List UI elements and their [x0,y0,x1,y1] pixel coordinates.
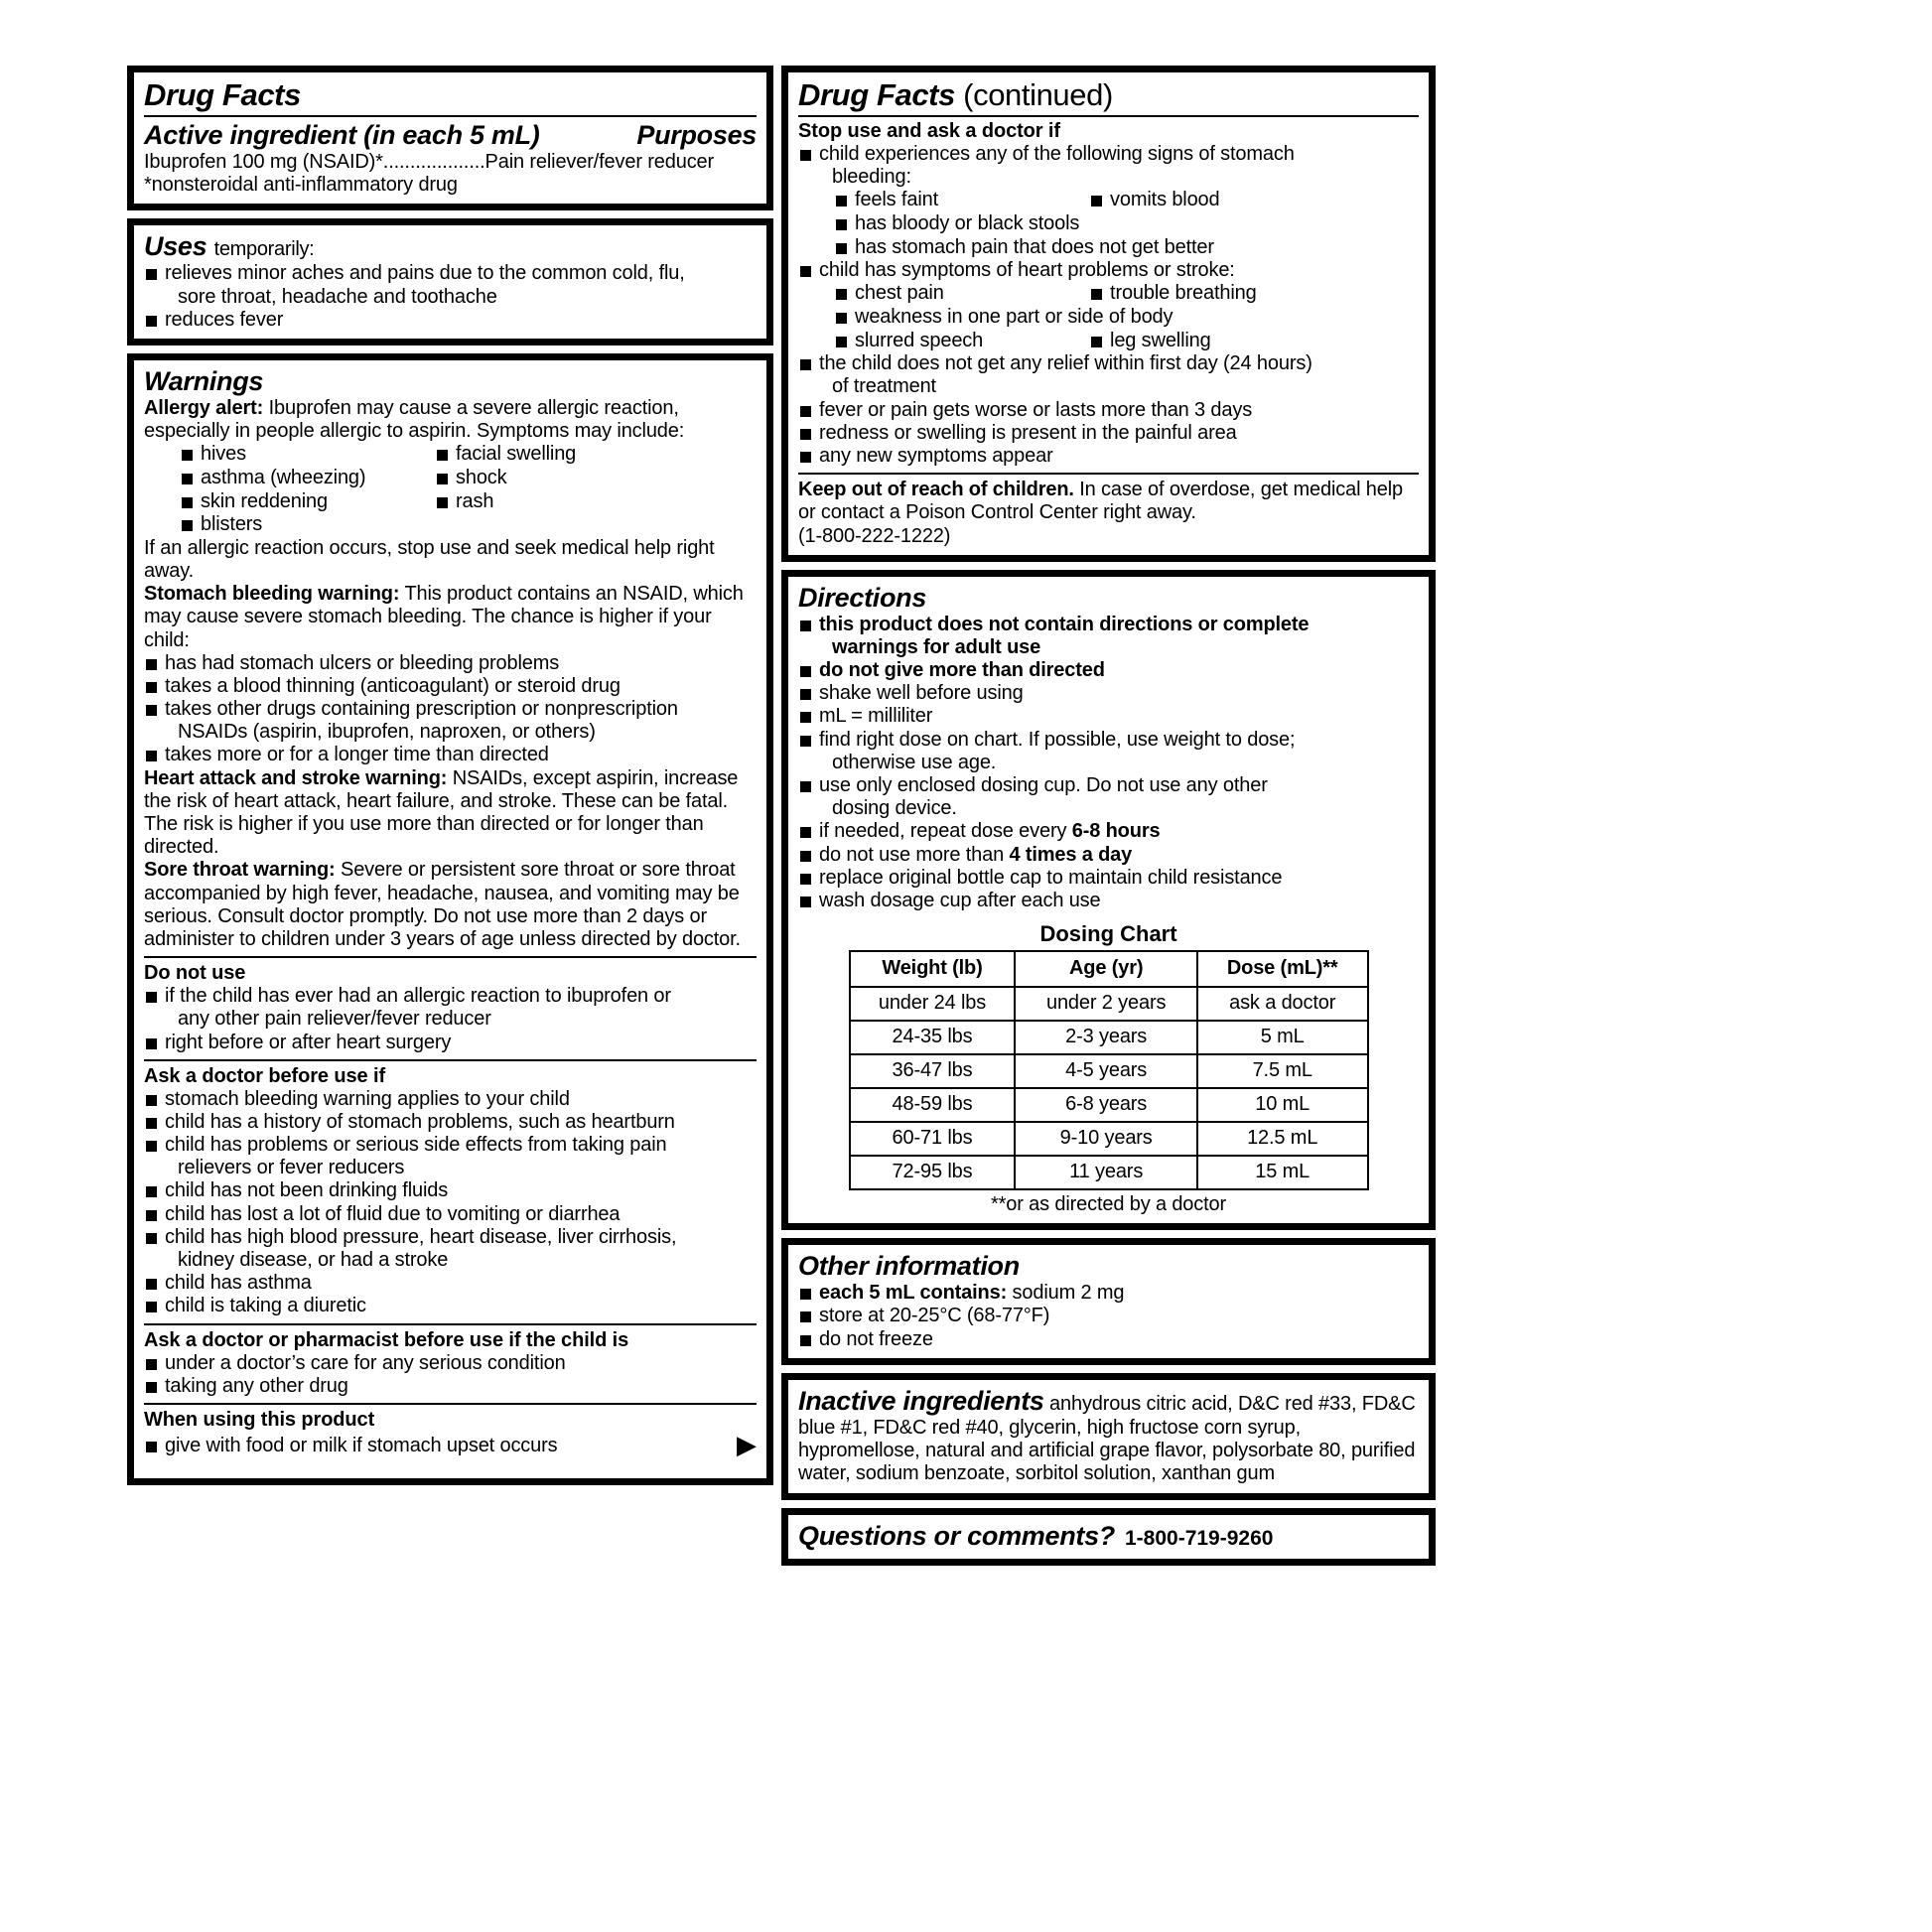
list-item: right before or after heart surgery [144,1032,757,1054]
cell-age: 4-5 years [1015,1054,1196,1088]
stop-use-list [798,143,1419,189]
stomach-signs-row [798,189,1419,212]
allergy-symptoms-row [144,490,757,514]
max-frequency-value: 4 times a day [1009,843,1133,866]
divider [798,473,1419,475]
questions-phone-number: 1-800-719-9260 [1125,1526,1274,1550]
list-item: taking any other drug [144,1375,757,1398]
list-item: child has a history of stomach problems, such as heartburn [144,1111,757,1134]
do-not-use-list [144,985,757,1054]
sore-throat-label: Sore throat warning: [144,859,336,882]
cell-dose: 10 mL [1197,1088,1368,1122]
column-header-weight: Weight (lb) [850,951,1016,987]
allergy-symptoms-row [144,443,757,467]
dosing-chart-table [849,950,1369,1190]
list-item: child has problems or serious side effects from taking pain [144,1134,757,1157]
other-information-heading: Other information [798,1251,1020,1282]
stomach-bleeding-label: Stomach bleeding warning: [144,583,400,606]
list-item: leg swelling [1089,330,1211,353]
divider [144,1403,757,1405]
list-item: hives [180,443,435,467]
active-ingredient-heading: Active ingredient (in each 5 mL) [144,120,540,151]
heart-signs-row [798,306,1419,330]
list-item [798,844,1419,867]
uses-subheading: temporarily: [213,238,315,261]
list-item-continuation: warnings for adult use [832,635,1041,658]
list-item-continuation: relievers or fever reducers [178,1157,405,1179]
stop-use-heading: Stop use and ask a doctor if [798,120,1060,143]
poison-control-phone: (1-800-222-1222) [798,524,951,547]
panel-uses [127,218,773,345]
cell-dose: 15 mL [1197,1156,1368,1189]
list-item: store at 20-25°C (68-77°F) [798,1305,1419,1327]
repeat-dose-interval: 6-8 hours [1071,820,1161,843]
list-item: child has symptoms of heart problems or stroke: [798,259,1419,282]
cell-weight: 24-35 lbs [850,1021,1016,1054]
left-column [127,66,773,1485]
list-item: under a doctor’s care for any serious condition [144,1352,757,1375]
allergy-symptoms-row [144,513,757,537]
ask-doctor-heading: Ask a doctor before use if [144,1064,386,1087]
table-row [850,1021,1368,1054]
list-item: has bloody or black stools [834,212,1419,236]
page-title-continued [798,78,1419,112]
sodium-value: sodium 2 mg [1012,1282,1125,1305]
list-item: wash dosage cup after each use [798,890,1419,912]
list-item-continuation: sore throat, headache and toothache [178,285,497,308]
list-item: this product does not contain directions or complete [798,614,1419,636]
panel-directions [781,570,1436,1230]
list-item: trouble breathing [1089,282,1257,306]
drug-facts-label [127,66,1436,1551]
keep-out-of-reach-label: Keep out of reach of children. [798,479,1074,501]
cell-dose: 5 mL [1197,1021,1368,1054]
continuation-arrow-icon: ▶ [737,1429,758,1459]
list-item: weakness in one part or side of body [834,306,1419,330]
list-item: has had stomach ulcers or bleeding problems [144,652,757,675]
list-item: give with food or milk if stomach upset occurs [144,1435,737,1457]
divider [144,1323,757,1325]
heart-problems-intro [798,259,1419,282]
list-item: takes a blood thinning (anticoagulant) or steroid drug [144,675,757,698]
list-item-continuation: dosing device. [832,797,957,820]
directions-list [798,614,1419,912]
list-item: feels faint [834,189,1089,212]
list-item: slurred speech [834,330,1089,353]
inactive-ingredients-text: anhydrous citric acid, D&C red #33, FD&C blue #1, FD&C red #40, glycerin, high fructose corn syrup, hypromellose, natural and artificial grape flavor, polysorbate 80, purified water, sodium benzoate, sorbitol solution, xanthan gum [798,1392,1416,1485]
divider [144,1059,757,1061]
sodium-label: each 5 mL contains: [819,1282,1008,1305]
stop-use-list-rest [798,352,1419,468]
panel-questions [781,1508,1436,1566]
list-item: do not freeze [798,1328,1419,1351]
list-item: takes other drugs containing prescription or nonprescription [144,698,757,721]
list-item: asthma (wheezing) [180,467,435,490]
divider [798,115,1419,117]
list-item: child experiences any of the following signs of stomach [798,143,1419,166]
list-item: the child does not get any relief within first day (24 hours) [798,352,1419,375]
questions-heading: Questions or comments? [798,1520,1115,1551]
heart-signs-row [798,282,1419,306]
keep-out-of-reach-paragraph [798,479,1419,524]
cell-weight: under 24 lbs [850,987,1016,1021]
list-item: replace original bottle cap to maintain child resistance [798,867,1419,890]
cell-weight: 60-71 lbs [850,1122,1016,1156]
inactive-ingredients-block [798,1386,1419,1486]
allergy-alert-label: Allergy alert: [144,397,264,420]
cell-age: 11 years [1015,1156,1196,1189]
sore-throat-paragraph [144,859,757,951]
list-item-continuation: kidney disease, or had a stroke [178,1249,449,1272]
column-header-age: Age (yr) [1015,951,1196,987]
stomach-bleeding-paragraph [144,583,757,652]
allergy-alert-paragraph [144,397,757,443]
list-item: find right dose on chart. If possible, use weight to dose; [798,729,1419,752]
stomach-bleeding-list [144,652,757,767]
directions-heading: Directions [798,582,927,613]
allergy-alert-text: Ibuprofen may cause a severe allergic reaction, especially in people allergic to aspirin. Symptoms may include: [144,397,685,443]
list-item: fever or pain gets worse or lasts more than 3 days [798,399,1419,422]
max-frequency-text: do not use more than [819,843,1010,866]
table-row [850,1122,1368,1156]
panel-inactive-ingredients [781,1373,1436,1500]
list-item-continuation: of treatment [832,375,936,398]
when-using-heading: When using this product [144,1408,375,1431]
stomach-signs-row [798,212,1419,236]
list-item: shake well before using [798,682,1419,705]
list-item-continuation: bleeding: [832,166,911,189]
repeat-dose-text: if needed, repeat dose every [819,820,1072,843]
cell-dose: 7.5 mL [1197,1054,1368,1088]
divider [144,956,757,958]
list-item: skin reddening [180,490,435,514]
active-ingredient-line: Ibuprofen 100 mg (NSAID)*...................Pain reliever/fever reducer [144,151,715,174]
page-title-continued-suffix: (continued) [963,77,1113,112]
cell-weight: 48-59 lbs [850,1088,1016,1122]
cell-age: 2-3 years [1015,1021,1196,1054]
list-item: do not give more than directed [798,659,1419,682]
uses-heading [144,231,757,262]
panel-active-ingredient [127,66,773,210]
panel-stop-use [781,66,1436,562]
list-item: child has high blood pressure, heart disease, liver cirrhosis, [144,1226,757,1249]
page-title: Drug Facts [144,77,301,112]
page-title-continued-label: Drug Facts [798,77,955,112]
list-item: blisters [180,513,435,537]
list-item: mL = milliliter [798,705,1419,728]
list-item: use only enclosed dosing cup. Do not use any other [798,774,1419,797]
panel-other-information [781,1238,1436,1365]
uses-heading-label: Uses [144,231,207,262]
list-item: child has asthma [144,1272,757,1295]
ask-doctor-list [144,1088,757,1318]
list-item: facial swelling [435,443,576,467]
list-item: relieves minor aches and pains due to the common cold, flu, [144,262,757,285]
table-header-row [850,951,1368,987]
allergy-closing-text: If an allergic reaction occurs, stop use and seek medical help right away. [144,536,715,582]
list-item: vomits blood [1089,189,1219,212]
dosing-chart-footnote: **or as directed by a doctor [990,1193,1227,1216]
list-item [798,1282,1419,1305]
list-item: child has not been drinking fluids [144,1179,757,1202]
keep-out-of-reach-text: In case of overdose, get medical help or contact a Poison Control Center right away. [798,479,1403,524]
right-column [781,66,1436,1551]
uses-list [144,262,757,332]
panel-warnings [127,353,773,1485]
list-item: child is taking a diuretic [144,1295,757,1317]
heart-signs-row [798,330,1419,353]
list-item-continuation: any other pain reliever/fever reducer [178,1008,491,1031]
column-header-dose: Dose (mL)** [1197,951,1368,987]
other-information-list [798,1282,1419,1351]
warnings-heading: Warnings [144,366,264,397]
cell-age: 6-8 years [1015,1088,1196,1122]
cell-weight: 72-95 lbs [850,1156,1016,1189]
table-row [850,987,1368,1021]
do-not-use-heading: Do not use [144,962,246,985]
list-item: child has lost a lot of fluid due to vomiting or diarrhea [144,1203,757,1226]
ask-pharmacist-list [144,1352,757,1398]
cell-age: 9-10 years [1015,1122,1196,1156]
stomach-signs-row [798,236,1419,260]
cell-age: under 2 years [1015,987,1196,1021]
inactive-ingredients-heading: Inactive ingredients [798,1385,1044,1416]
cell-weight: 36-47 lbs [850,1054,1016,1088]
table-row [850,1088,1368,1122]
list-item-continuation: NSAIDs (aspirin, ibuprofen, naproxen, or others) [178,721,596,744]
cell-dose: 12.5 mL [1197,1122,1368,1156]
stomach-bleeding-text: This product contains an NSAID, which may cause severe stomach bleeding. The chance is higher if your child: [144,583,744,651]
divider [144,115,757,117]
when-using-list [144,1435,737,1457]
table-row [850,1054,1368,1088]
list-item: rash [435,490,493,514]
list-item: chest pain [834,282,1089,306]
list-item: stomach bleeding warning applies to your child [144,1088,757,1111]
list-item: if the child has ever had an allergic reaction to ibuprofen or [144,985,757,1008]
list-item-continuation: otherwise use age. [832,751,997,773]
list-item: takes more or for a longer time than directed [144,744,757,766]
list-item: redness or swelling is present in the painful area [798,422,1419,445]
dosing-chart-title: Dosing Chart [1039,921,1177,947]
active-ingredient-footnote: *nonsteroidal anti-inflammatory drug [144,174,458,197]
ask-pharmacist-heading: Ask a doctor or pharmacist before use if the child is [144,1328,629,1351]
list-item [798,820,1419,843]
heart-attack-text: NSAIDs, except aspirin, increase the risk of heart attack, heart failure, and stroke. These can be fatal. The risk is higher if you use more than directed or for longer than directed. [144,766,739,859]
list-item: has stomach pain that does not get better [834,236,1419,260]
heart-attack-label: Heart attack and stroke warning: [144,766,448,789]
cell-dose: ask a doctor [1197,987,1368,1021]
list-item: any new symptoms appear [798,445,1419,468]
table-row [850,1156,1368,1189]
allergy-symptoms-row [144,467,757,490]
list-item: reduces fever [144,309,757,332]
list-item: shock [435,467,507,490]
sore-throat-text: Severe or persistent sore throat or sore throat accompanied by high fever, headache, nausea, and vomiting may be serious. Consult doctor promptly. Do not use more than 2 days or administer to children under 3 years of age unless directed by doctor. [144,859,741,950]
heart-attack-paragraph [144,767,757,860]
purposes-heading: Purposes [636,120,758,151]
